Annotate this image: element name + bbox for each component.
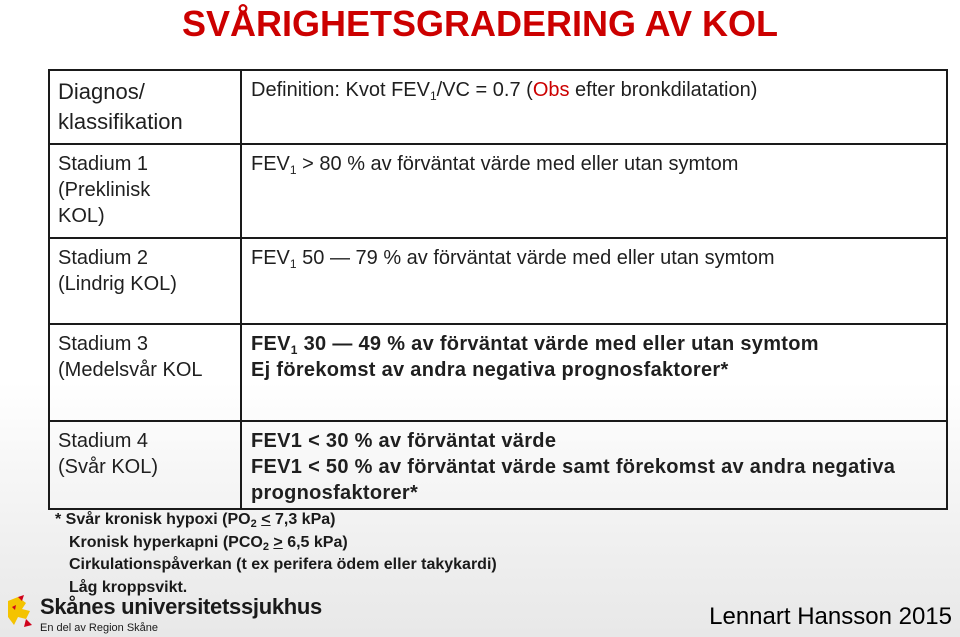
criteria-line: $FEV_1$ 50 — 79 % av förväntat värde med eller utan symtom [251, 247, 775, 271]
footnote-line: Kronisk hyperkapni ($PCO_2 > 6,5$ kPa) [69, 533, 348, 553]
footnote [55, 509, 497, 599]
author-credit: Lennart Hansson 2015 [709, 603, 952, 630]
label-line: (Lindrig KOL) [58, 273, 177, 295]
row-criteria [241, 421, 947, 509]
footnote-line: Låg kroppsvikt. [69, 578, 188, 596]
label-line: (Svår KOL) [58, 456, 159, 478]
criteria-line: $FEV_1 > 80$ % av förväntat värde med eller utan symtom [251, 153, 739, 177]
label-line: klassifikation [58, 109, 183, 134]
label-line: Stadium 4 [58, 430, 149, 452]
label-line: KOL) [58, 205, 105, 227]
criteria-line: FEV1 < 30 % av förväntat värde [251, 430, 557, 452]
row-label [49, 238, 241, 324]
label-line: Stadium 3 [58, 333, 149, 355]
table-row [49, 324, 947, 421]
obs-highlight: Obs [532, 79, 570, 101]
griffin-logo-icon [4, 595, 36, 635]
row-label [49, 421, 241, 509]
table-row [49, 421, 947, 509]
logo-subtitle: En del av Region Skåne [40, 622, 159, 634]
label-line: (Medelsvår KOL [58, 359, 203, 381]
label-line: Stadium 2 [58, 247, 149, 269]
criteria-line: $FEV_1$ 30 — 49 % av förväntat värde med eller utan symtom [251, 333, 819, 357]
label-line: (Preklinisk [58, 179, 151, 201]
classification-table [48, 69, 948, 510]
table-row [49, 70, 947, 144]
criteria-line: Ej förekomst av andra negativa prognosfaktorer* [251, 359, 729, 381]
label-line: Stadium 1 [58, 153, 149, 175]
row-label [49, 324, 241, 421]
row-label [49, 144, 241, 238]
page-title: SVÅRIGHETSGRADERING AV KOL [181, 3, 779, 44]
footnote-line: Cirkulationspåverkan (t ex perifera ödem eller takykardi) [69, 556, 497, 573]
logo-name: Skånes universitetssjukhus [40, 594, 322, 619]
criteria-line: FEV1 < 50 % av förväntat värde samt förekomst av andra negativa [251, 456, 896, 478]
row-criteria [241, 238, 947, 324]
table-row [49, 238, 947, 324]
row-label [49, 70, 241, 144]
criteria-line: prognosfaktorer* [251, 482, 419, 504]
definition-text: Definition: Kvot $FEV_1/VC = 0.7$ (Obs efter bronkdilatation) [251, 79, 758, 103]
label-line: Diagnos/ [58, 79, 145, 104]
row-definition [241, 70, 947, 144]
table-row [49, 144, 947, 238]
footnote-line: * Svår kronisk hypoxi ($PO_2 < 7,3$ kPa) [55, 511, 336, 530]
row-criteria [241, 324, 947, 421]
row-criteria [241, 144, 947, 238]
hospital-logo [4, 595, 334, 637]
